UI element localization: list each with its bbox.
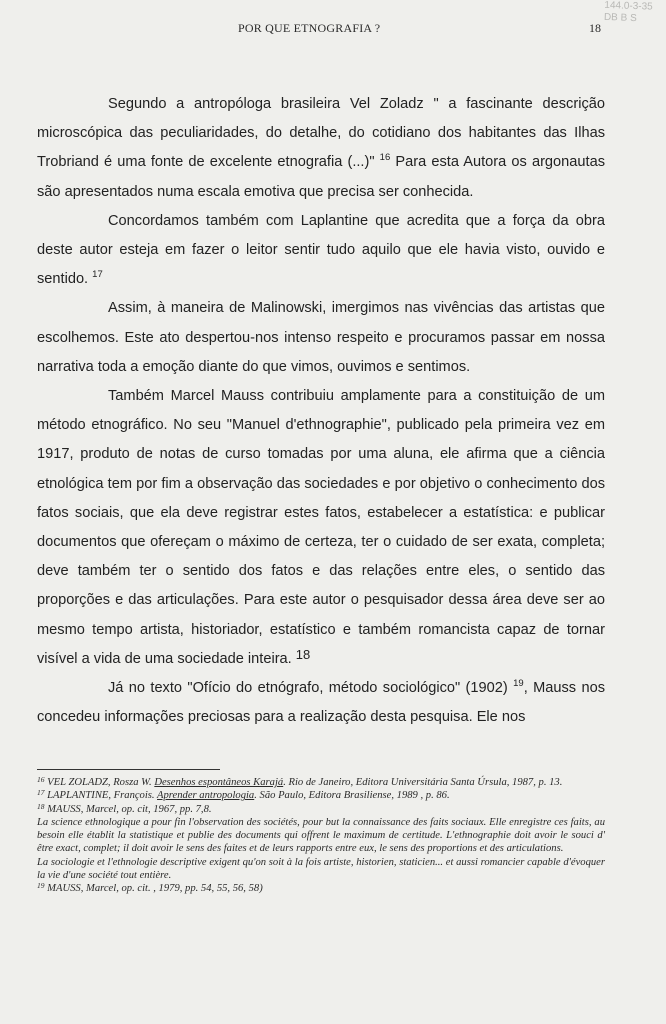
paragraph-zoladz xyxy=(37,90,605,207)
footnote-ref-16: 16 xyxy=(379,152,391,164)
footnotes xyxy=(37,776,605,896)
book-title: Aprender antropologia xyxy=(157,790,255,802)
footnote-number: 19 xyxy=(37,881,45,891)
paragraph-mauss-manuel xyxy=(37,382,605,674)
footnote-divider xyxy=(37,769,220,770)
book-title: Desenhos espontâneos Karajá xyxy=(154,777,284,788)
footnote-17 xyxy=(37,789,605,802)
footnote-text: MAUSS, Marcel, op. cit. , 1979, pp. 54, 55, 56, 58) xyxy=(47,883,263,895)
page-number: 18 xyxy=(589,21,601,35)
footnote-18-quote-2: La sociologie et l'ethnologie descriptive exigent qu'on soit à la fois artiste, historien, staticien... et aussi romancier capable d'évoquer la vie d'une société tout entière. xyxy=(37,856,605,882)
paragraph-mauss-oficio xyxy=(37,674,605,732)
footnote-number: 16 xyxy=(37,775,45,784)
paragraph-malinowski xyxy=(37,294,605,382)
paragraph-text: Para esta Autora os argonautas são apresentados numa escala emotiva que precisa ser conhecida. xyxy=(37,154,605,200)
footnote-18 xyxy=(37,803,605,816)
footnote-ref-18: 18 xyxy=(295,646,311,662)
footnote-text: VEL ZOLADZ, Rosza W. xyxy=(47,777,155,788)
footnote-ref-17: 17 xyxy=(92,269,103,281)
paragraph-text: Segundo a antropóloga brasileira Vel Zoladz " a fascinante descrição microscópica das peculiaridades, do detalhe, do cotidiano dos habitantes das Ilhas Trobriand é uma fonte de excelente etnografia (...)" xyxy=(37,96,605,171)
stamp-line-2: DB B S xyxy=(603,11,637,25)
footnote-number: 17 xyxy=(37,788,45,798)
footnote-text: . São Paulo, Editora Brasiliense, 1989 , p. 86. xyxy=(254,790,450,802)
paragraph-text: , Mauss nos concedeu informações preciosas para a realização desta pesquisa. Ele nos xyxy=(37,680,605,726)
paragraph-laplantine xyxy=(37,207,605,295)
footnote-number: 18 xyxy=(37,801,45,811)
footnote-text: LAPLANTINE, François. xyxy=(47,790,158,802)
paragraph-text: Também Marcel Mauss contribuiu amplamente para a constituição de um método etnográfico. No seu "Manuel d'ethnographie", publicado pela primeira vez em 1917, produto de notas de curso tomadas por uma aluna, ele afirma que a ciência etnológica tem por fim a observação das sociedades e por objetivo o conhecimento dos fatos sociais, que ela deve registrar estes fatos, estabelecer a estatística: e publicar documentos que ofereçam o máximo de certeza, ter o cuidado de ser exata, completa; deve também ter o sentido dos fatos e das relações entre eles, o sentido das proporções e das articulações. Para este autor o pesquisador dessa área deve ser ao mesmo tempo artista, historiador, estatístico e também romancista capaz de tornar visível a vida de uma sociedade inteira. xyxy=(37,388,605,667)
paragraph-text: Já no texto "Ofício do etnógrafo, método sociológico" (1902) xyxy=(108,680,514,697)
footnote-16 xyxy=(37,776,605,789)
running-header xyxy=(0,21,666,37)
body-text xyxy=(37,90,605,732)
footnote-19 xyxy=(37,882,605,895)
stamp-line-1: 144.0-3-35 xyxy=(604,0,653,13)
footnote-18-quote-1: La science ethnologique a pour fin l'observation des sociétés, pour but la connaissance des faits sociaux. Elle enregistre ces faits, au besoin elle établit la statistique et publie des documents qui offrent le maximum de certitude. L'ethnographie doit avoir le souci d' être exact, complet; il doit avoir le sens des faites et de leurs rapports entre eux, le sens des proportions et des articulations. xyxy=(37,816,605,855)
paragraph-text: Concordamos também com Laplantine que acredita que a força da obra deste autor esteja em fazer o leitor sentir tudo aquilo que ele havia visto, ouvido e sentido. xyxy=(37,212,605,288)
paragraph-text: Assim, à maneira de Malinowski, imergimos nas vivências das artistas que escolhemos. Este ato despertou-nos intenso respeito e procuramos passar em nossa narrativa toda a emoção diante do que vimos, ouvimos e sentimos. xyxy=(37,300,605,375)
footnote-text: MAUSS, Marcel, op. cit, 1967, pp. 7,8. xyxy=(47,803,212,815)
footnote-text: . Rio de Janeiro, Editora Universitária Santa Úrsula, 1987, p. 13. xyxy=(283,777,563,788)
chapter-title: POR QUE ETNOGRAFIA ? xyxy=(238,21,381,35)
footnote-ref-19: 19 xyxy=(513,678,524,690)
